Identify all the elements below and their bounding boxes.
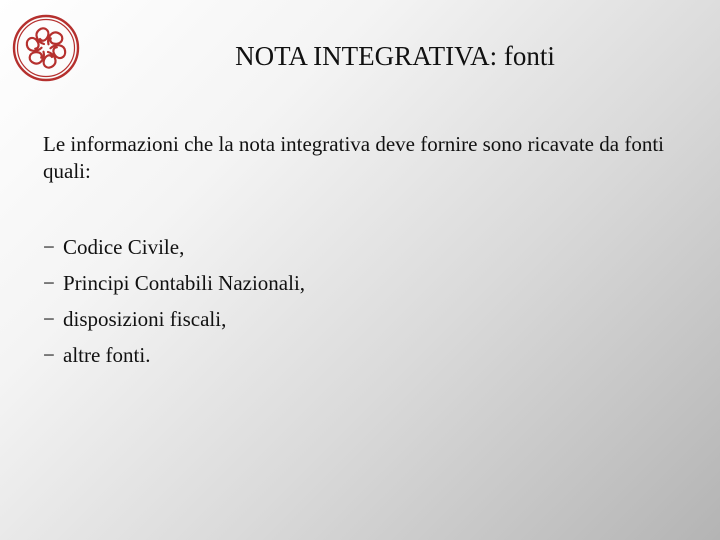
list-item (43, 301, 305, 337)
list-item-text: altre fonti. (63, 343, 151, 367)
slide-title: NOTA INTEGRATIVA: fonti (235, 41, 555, 71)
bullet-dash: − (43, 235, 55, 259)
list-item-text: Codice Civile, (63, 235, 185, 259)
bullet-dash: − (43, 343, 55, 367)
bullet-dash: − (43, 271, 55, 295)
list-item (43, 265, 305, 301)
list-item-text: disposizioni fiscali, (63, 307, 227, 331)
logo-icon (10, 12, 82, 84)
intro-paragraph: Le informazioni che la nota integrativa deve fornire sono ricavate da fonti quali: (43, 132, 664, 183)
bullet-dash: − (43, 307, 55, 331)
list-item-text: Principi Contabili Nazionali, (63, 271, 306, 295)
list-item (43, 229, 305, 265)
list-item (43, 337, 305, 373)
sources-list (43, 229, 305, 373)
